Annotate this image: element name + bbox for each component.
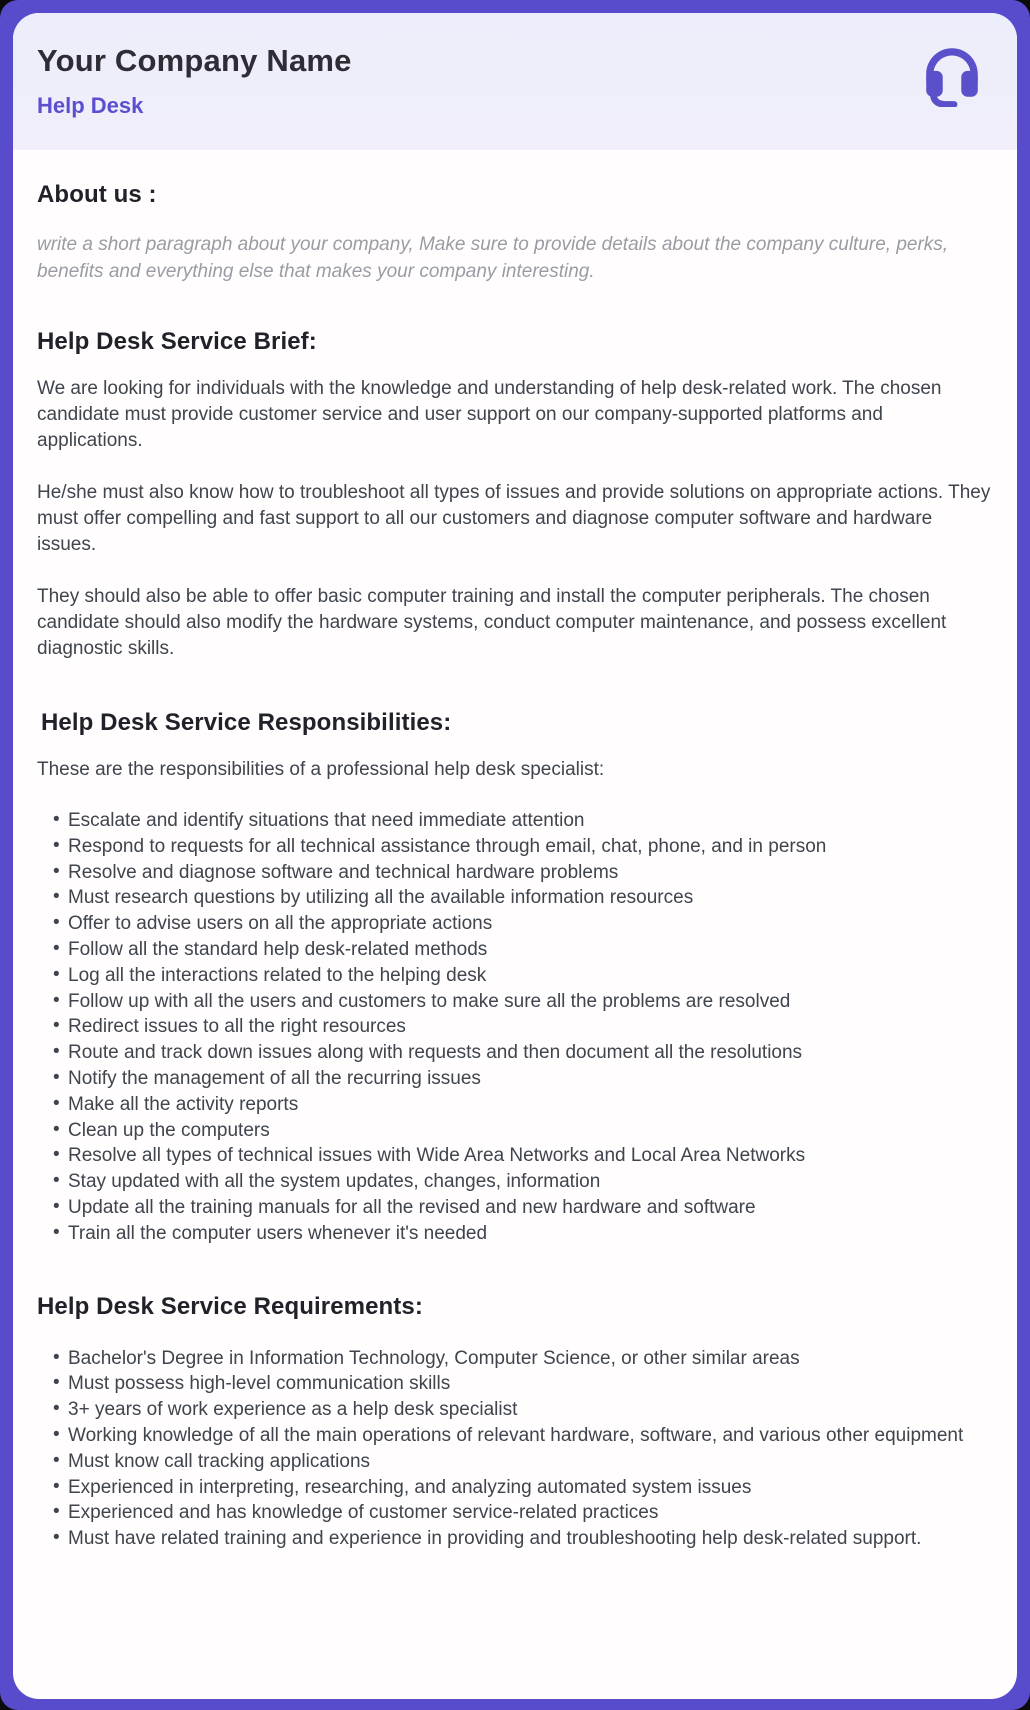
list-item-text: Must possess high-level communication skills — [68, 1373, 451, 1395]
list-item-text: Log all the interactions related to the helping desk — [68, 964, 487, 986]
list-item — [53, 1526, 991, 1552]
list-item — [53, 1397, 991, 1423]
company-name: Your Company Name — [37, 43, 352, 78]
list-item-text: Working knowledge of all the main operations of relevant hardware, software, and various other equipment — [68, 1424, 964, 1446]
list-item-text: Redirect issues to all the right resources — [68, 1016, 406, 1038]
department-title: Help Desk — [37, 93, 144, 118]
list-item-text: Must research questions by utilizing all the available information resources — [68, 887, 694, 909]
list-item — [53, 937, 991, 963]
list-item — [53, 1475, 991, 1501]
list-item — [53, 1371, 991, 1397]
headset-icon — [919, 41, 985, 107]
brief-heading: Help Desk Service Brief: — [37, 328, 317, 355]
list-item-text: Train all the computer users whenever it's needed — [68, 1222, 488, 1244]
list-item-text: 3+ years of work experience as a help desk specialist — [68, 1399, 518, 1421]
list-item-text: Bachelor's Degree in Information Technology, Computer Science, or other similar areas — [68, 1347, 800, 1369]
document-body — [13, 181, 1017, 1552]
list-item-text: Respond to requests for all technical assistance through email, chat, phone, and in person — [68, 835, 827, 857]
list-item-text: Escalate and identify situations that need immediate attention — [68, 810, 585, 831]
list-item-text: Experienced and has knowledge of customer service-related practices — [68, 1502, 659, 1524]
list-item — [53, 1346, 991, 1372]
list-item — [53, 1195, 991, 1221]
document-header — [13, 13, 1017, 150]
about-placeholder-text: write a short paragraph about your company, Make sure to provide details about the company culture, perks, benefits and everything else that makes your company interesting. — [37, 234, 949, 282]
list-item — [53, 1169, 991, 1195]
list-item-text: Offer to advise users on all the appropriate actions — [68, 913, 493, 935]
list-item-text: Resolve all types of technical issues with Wide Area Networks and Local Area Networks — [68, 1145, 806, 1167]
list-item — [53, 1143, 991, 1169]
list-item — [53, 885, 991, 911]
list-item-text: Follow up with all the users and customers to make sure all the problems are resolved — [68, 990, 791, 1012]
list-item-text: Experienced in interpreting, researching, and analyzing automated system issues — [68, 1476, 752, 1498]
about-heading: About us : — [37, 181, 157, 208]
list-item — [53, 989, 991, 1015]
list-item-text: Follow all the standard help desk-related methods — [68, 938, 488, 960]
list-item — [53, 834, 991, 860]
list-item — [53, 808, 991, 834]
responsibilities-intro: These are the responsibilities of a professional help desk specialist: — [37, 759, 605, 780]
list-item — [53, 1423, 991, 1449]
list-item — [53, 1500, 991, 1526]
list-item-text: Clean up the computers — [68, 1119, 270, 1141]
list-item-text: Resolve and diagnose software and technical hardware problems — [68, 861, 619, 883]
brief-paragraph: We are looking for individuals with the knowledge and understanding of help desk-related work. The chosen candidate must provide customer service and user support on our company-supported platforms and applications. — [37, 378, 942, 451]
document-card — [13, 13, 1017, 1699]
list-item-text: Must have related training and experience in providing and troubleshooting help desk-related support. — [68, 1528, 922, 1550]
list-item-text: Must know call tracking applications — [68, 1450, 371, 1472]
requirements-heading: Help Desk Service Requirements: — [37, 1292, 423, 1320]
list-item — [53, 911, 991, 937]
responsibilities-list — [37, 808, 991, 1247]
brief-paragraph: They should also be able to offer basic computer training and install the computer peripherals. The chosen candidate should also modify the hardware systems, conduct computer maintenance, and possess excellent diagnostic skills. — [37, 586, 947, 659]
list-item-text: Route and track down issues along with requests and then document all the resolutions — [68, 1042, 803, 1064]
list-item — [53, 1040, 991, 1066]
list-item-text: Make all the activity reports — [68, 1093, 299, 1115]
requirements-list — [37, 1346, 991, 1552]
list-item-text: Update all the training manuals for all the revised and new hardware and software — [68, 1196, 756, 1218]
list-item — [53, 963, 991, 989]
list-item — [53, 1014, 991, 1040]
list-item — [53, 1221, 991, 1247]
list-item — [53, 1092, 991, 1118]
list-item-text: Notify the management of all the recurring issues — [68, 1067, 481, 1089]
list-item — [53, 1449, 991, 1475]
list-item — [53, 1066, 991, 1092]
list-item — [53, 860, 991, 886]
list-item-text: Stay updated with all the system updates, changes, information — [68, 1171, 601, 1193]
brief-paragraph: He/she must also know how to troubleshoot all types of issues and provide solutions on appropriate actions. They must offer compelling and fast support to all our customers and diagnose computer software and hardware issues. — [37, 482, 991, 555]
list-item — [53, 1118, 991, 1144]
responsibilities-heading: Help Desk Service Responsibilities: — [41, 709, 452, 736]
